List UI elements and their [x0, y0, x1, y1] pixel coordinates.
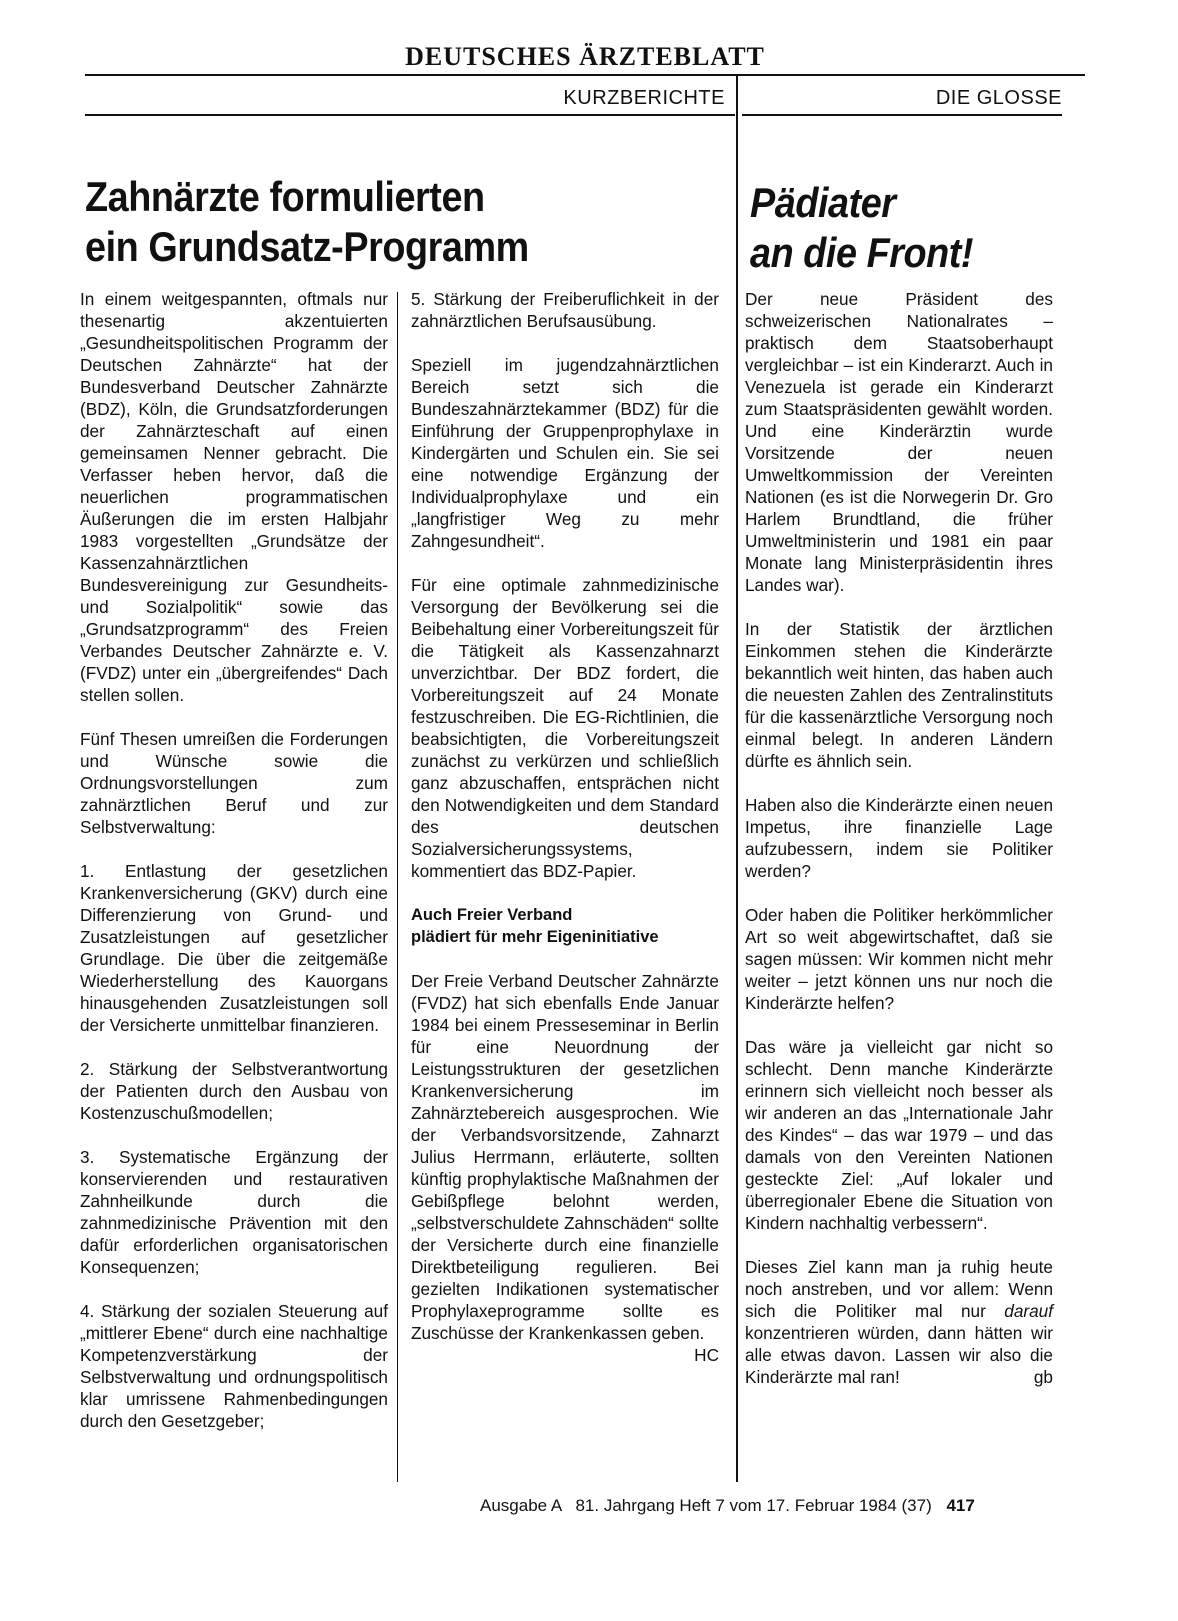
article-column-2 [411, 288, 719, 1366]
footer-issue-info: Ausgabe A 81. Jahrgang Heft 7 vom 17. Februar 1984 (37) [480, 1496, 932, 1515]
column-divider [397, 292, 398, 1482]
section-label-glosse: DIE GLOSSE [935, 87, 1062, 109]
article-column-1 [80, 288, 388, 1432]
glosse-title-line1: Pädiater [750, 179, 896, 226]
article-paragraph: 2. Stärkung der Selbstverantwortung der Patienten durch den Ausbau von Kostenzuschußmodellen; [80, 1059, 388, 1123]
glosse-paragraph: Der neue Präsident des schweizerischen Nationalrates – praktisch dem Staatsoberhaupt vergleichbar – ist ein Kinderarzt. Auch in Venezuela ist gerade ein Kinderarzt zum Staatspräsidenten gewählt worden. Und eine Kinderärztin wurde Vorsitzende der neuen Umweltkommission der Vereinten Nationen (es ist die Norwegerin Dr. Gro Harlem Brundtland, die früher Umweltministerin und 1981 ein paar Monate lang Ministerpräsidentin ihres Landes war). [745, 289, 1053, 595]
glosse-paragraph: Haben also die Kinderärzte einen neuen Impetus, ihre finanzielle Lage aufzubessern, indem sie Politiker werden? [745, 795, 1053, 881]
article-title-line1: Zahnärzte formulierten [85, 173, 485, 220]
masthead-rule [85, 74, 1085, 76]
article-paragraph: 5. Stärkung der Freiberuflichkeit in der zahnärztlichen Berufsausübung. [411, 289, 719, 331]
article-paragraph: Speziell im jugendzahnärztlichen Bereich setzt sich die Bundeszahnärztekammer (BDZ) für die Einführung der Gruppenprophylaxe in Kindergärten und Schulen ein. Sie sei eine notwendige Ergänzung der Individualprophylaxe und ein „langfristiger Weg zu mehr Zahngesundheit“. [411, 355, 719, 551]
glosse-emphasis: darauf [1004, 1301, 1053, 1321]
article-subheading-line2: plädiert für mehr Eigeninitiative [411, 928, 659, 946]
masthead: DEUTSCHES ÄRZTEBLATT [405, 42, 765, 71]
article-paragraph: 3. Systematische Ergänzung der konservierenden und restaurativen Zahnheilkunde durch die zahnmedizinische Prävention mit den dafür erforderlichen organisatorischen Konsequenzen; [80, 1147, 388, 1277]
article-paragraph: 1. Entlastung der gesetzlichen Krankenversicherung (GKV) durch eine Differenzierung von Grund- und Zusatzleistungen auf gesetzlicher Grundlage. Die über die zeitgemäße Wiederherstellung des Kauorgans hinausgehenden Zusatzleistungen soll der Versicherte unmittelbar finanzieren. [80, 861, 388, 1035]
article-paragraph: Für eine optimale zahnmedizinische Versorgung der Bevölkerung sei die Beibehaltung einer Vorbereitungszeit für die Tätigkeit als Kassenzahnarzt unverzichtbar. Der BDZ fordert, die Vorbereitungszeit auf 24 Monate festzuschreiben. Die EG-Richtlinien, die beabsichtigten, die Vorbereitungszeit zunächst zu verkürzen und schließlich ganz abzuschaffen, entsprächen nicht den Notwendigkeiten und dem Standard des deutschen Sozialversicherungssystems, kommentiert das BDZ-Papier. [411, 575, 719, 881]
glosse-paragraph: Das wäre ja vielleicht gar nicht so schlecht. Denn manche Kinderärzte erinnern sich vielleicht noch besser als wir anderen an das „Internationale Jahr des Kindes“ – das war 1979 – und das damals von den Vereinten Nationen gesteckte Ziel: „Auf lokaler und überregionaler Ebene die Situation von Kindern nachhaltig verbessern“. [745, 1037, 1053, 1233]
page-number: 417 [946, 1496, 975, 1515]
article-title-line2: ein Grundsatz-Programm [85, 223, 529, 270]
glosse-signature: gb [1033, 1367, 1053, 1387]
glosse-paragraph-text: konzentrieren würden, dann hätten wir alle etwas davon. Lassen wir also die Kinderärzte mal ran! [745, 1323, 1053, 1387]
glosse-paragraph: In der Statistik der ärztlichen Einkommen stehen die Kinderärzte bekanntlich weit hinten, das haben auch die neuesten Zahlen des Zentralinstituts für die kassenärztliche Versorgung noch einmal belegt. In anderen Ländern dürfte es ähnlich sein. [745, 619, 1053, 771]
article-title [85, 172, 529, 272]
glosse-title-line2: an die Front! [750, 229, 974, 276]
glosse-column [745, 288, 1053, 1388]
article-paragraph-text: Der Freie Verband Deutscher Zahnärzte (FVDZ) hat sich ebenfalls Ende Januar 1984 bei einem Presseseminar in Berlin für eine Neuordnung der Leistungsstrukturen der gesetzlichen Krankenversicherung im Zahnärztebereich ausgesprochen. Wie der Verbandsvorsitzende, Zahnarzt Julius Herrmann, erläuterte, sollten künftig prophylaktische Maßnahmen der Gebißpflege belohnt werden, „selbstverschuldete Zahnschäden“ sollte der Versicherte durch eine finanzielle Direktbeteiligung regulieren. Bei gezielten Indikationen systematischer Prophylaxeprogramme sollte es Zuschüsse der Krankenkassen geben. [411, 971, 719, 1343]
article-subheading-line1: Auch Freier Verband [411, 906, 573, 924]
section-rule-left [85, 114, 735, 116]
section-rule-right [742, 114, 1062, 116]
glosse-paragraph: Oder haben die Politiker herkömmlicher Art so weit abgewirtschaftet, daß sie sagen müssen: Wir kommen nicht mehr weiter – jetzt können uns nur noch die Kinderärzte helfen? [745, 905, 1053, 1013]
glosse-title [750, 178, 973, 278]
article-signature: HC [694, 1345, 719, 1365]
section-label-kurzberichte: KURZBERICHTE [563, 87, 725, 109]
article-paragraph [411, 970, 719, 1365]
glosse-divider [736, 74, 738, 1482]
article-paragraph: In einem weitgespannten, oftmals nur thesenartig akzentuierten „Gesundheitspolitischen Programm der Deutschen Zahnärzte“ hat der Bundesverband Deutscher Zahnärzte (BDZ), Köln, die Grundsatzforderungen der Zahnärzteschaft auf einen gemeinsamen Nenner gebracht. Die Verfasser heben hervor, daß die neuerlichen programmatischen Äußerungen die im ersten Halbjahr 1983 vorgestellten „Grundsätze der Kassenzahnärztlichen Bundesvereinigung zur Gesundheits- und Sozialpolitik“ sowie das „Grundsatzprogramm“ des Freien Verbandes Deutscher Zahnärzte e. V. (FVDZ) unter ein „übergreifendes“ Dach stellen sollen. [80, 289, 388, 705]
article-paragraph: 4. Stärkung der sozialen Steuerung auf „mittlerer Ebene“ durch eine nachhaltige Kompetenzverstärkung der Selbstverwaltung und ordnungspolitisch klar umrissene Rahmenbedingungen durch den Gesetzgeber; [80, 1301, 388, 1431]
page-footer [480, 1495, 975, 1517]
glosse-paragraph [745, 1256, 1053, 1388]
article-paragraph: Fünf Thesen umreißen die Forderungen und Wünsche sowie die Ordnungsvorstellungen zum zahnärztlichen Beruf und zur Selbstverwaltung: [80, 729, 388, 837]
glosse-paragraph-text: Dieses Ziel kann man ja ruhig heute noch anstreben, und vor allem: Wenn sich die Politiker mal nur [745, 1257, 1053, 1321]
article-subheading [411, 904, 719, 948]
